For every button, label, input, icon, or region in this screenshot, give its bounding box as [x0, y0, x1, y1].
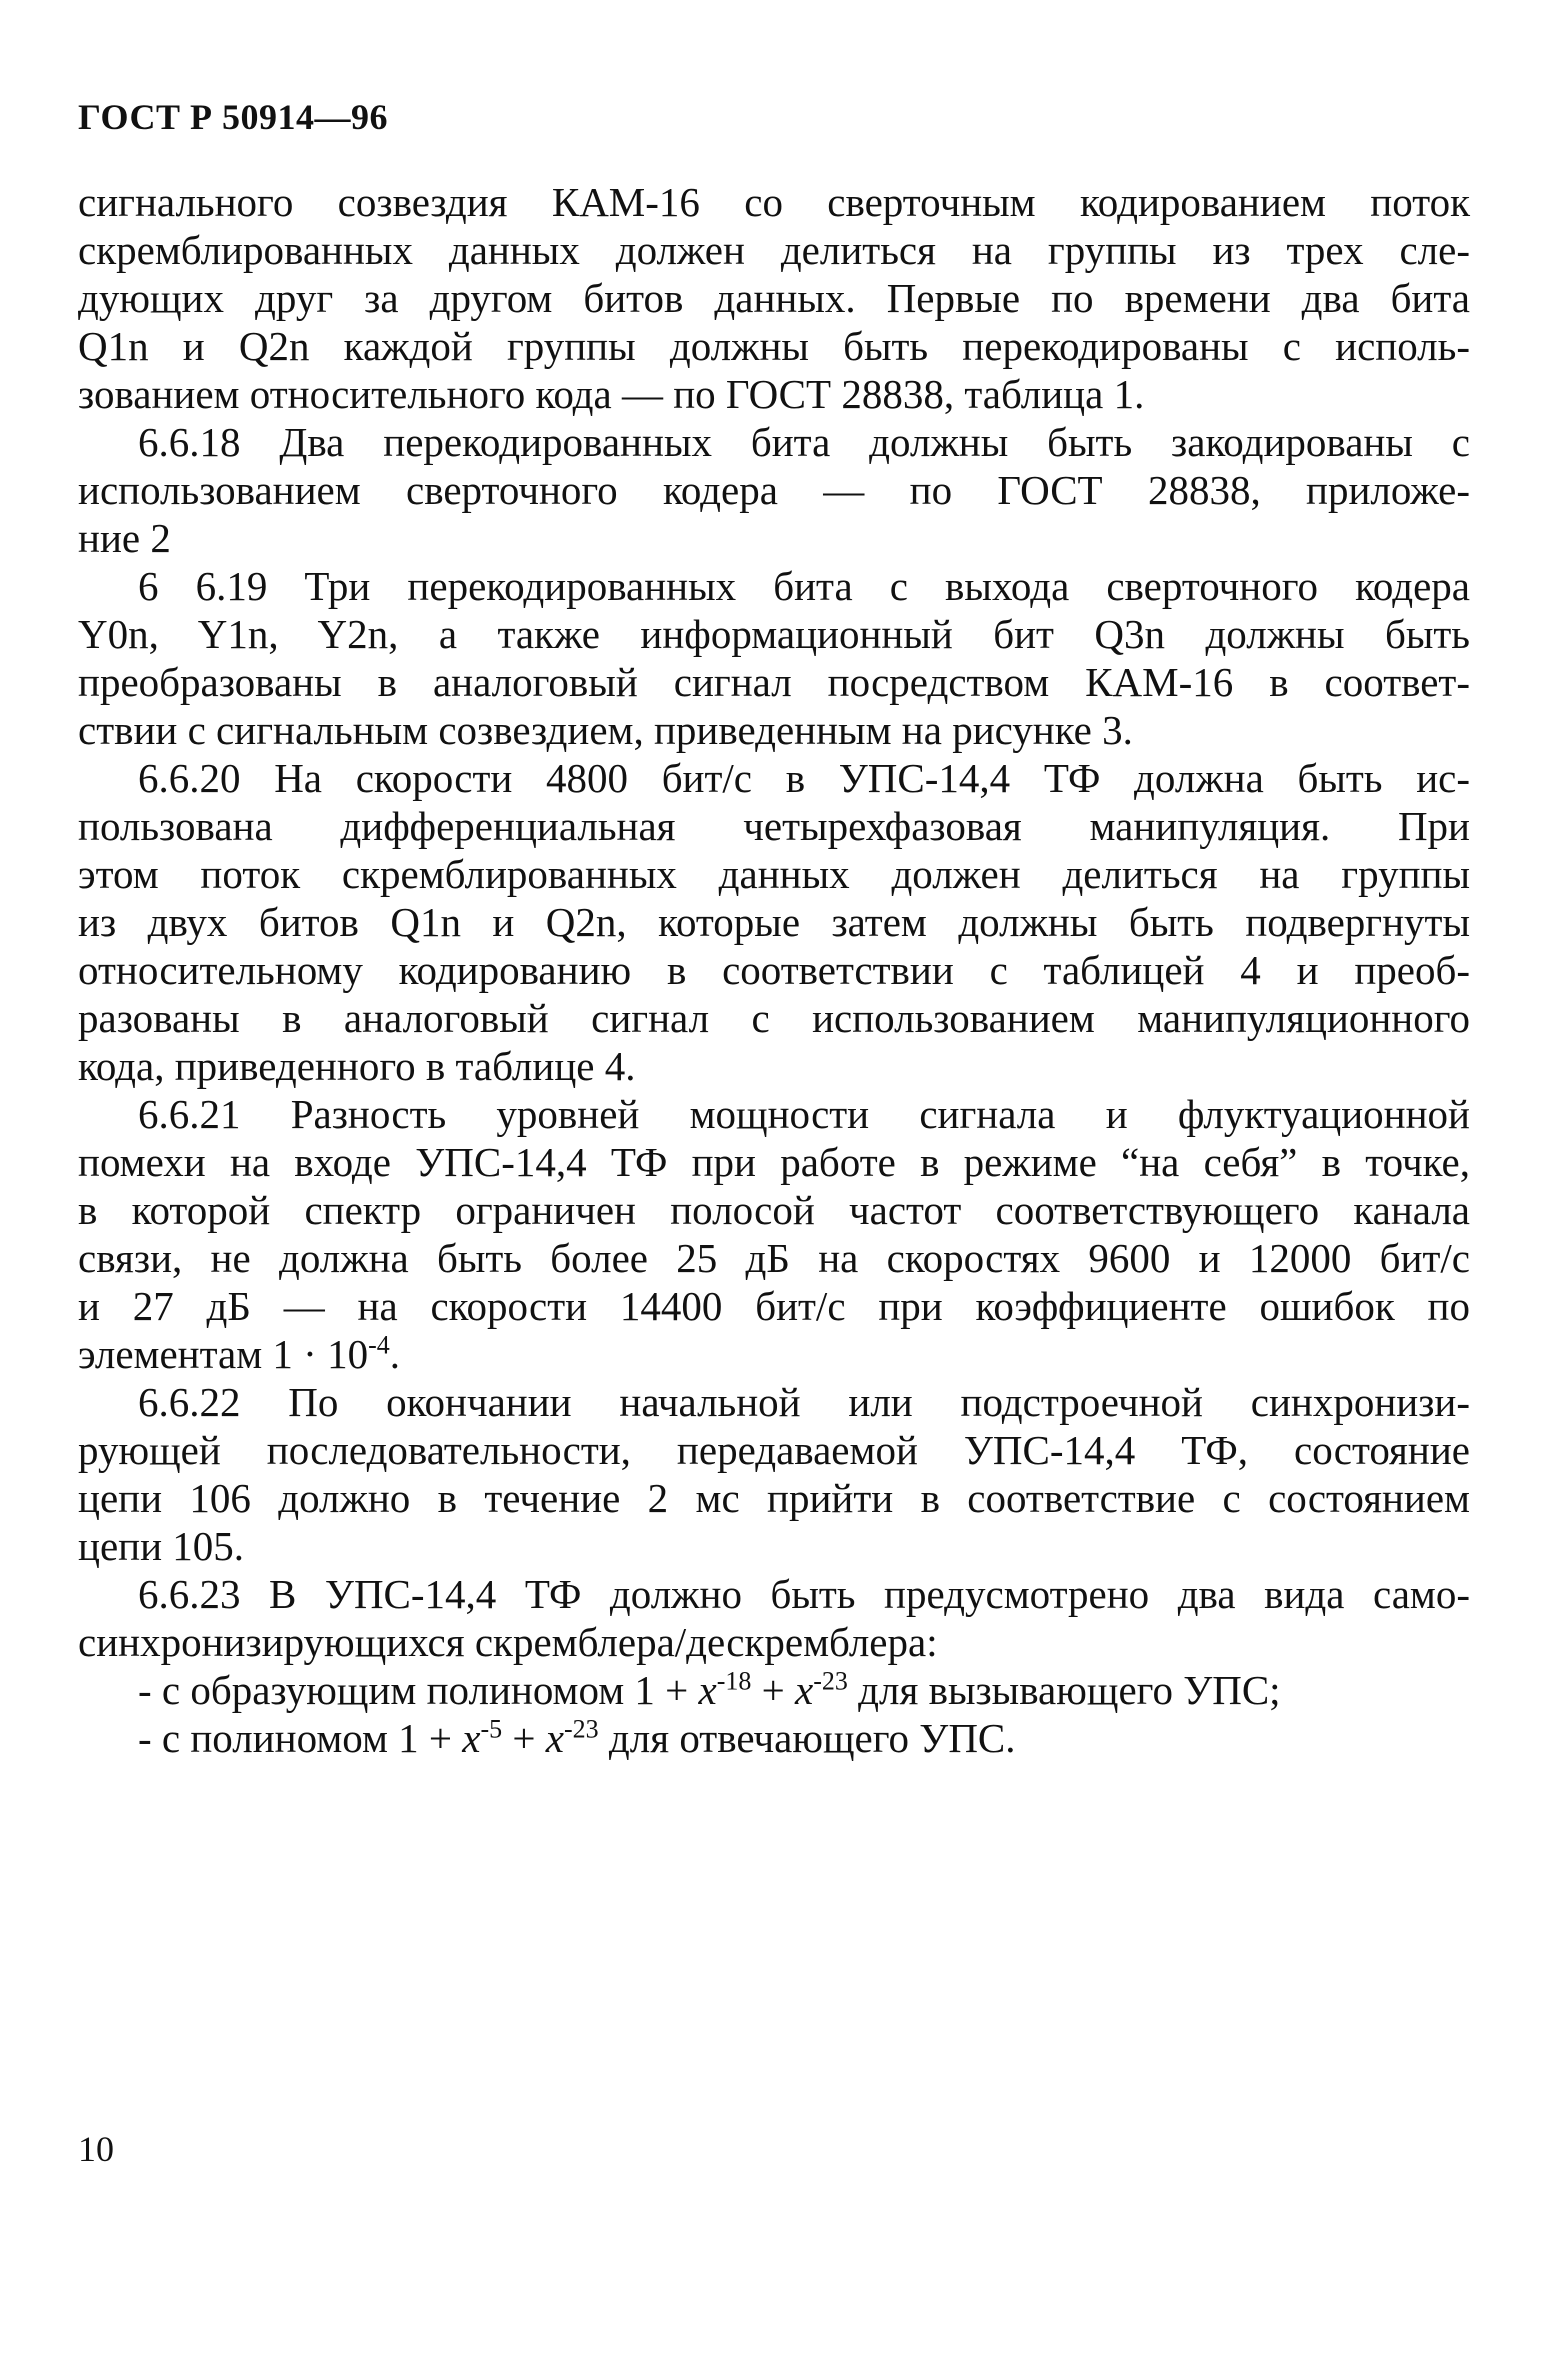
- body-line: из двух битов Q1n и Q2n, которые затем должны быть подвергнуты: [78, 899, 1470, 945]
- body-line: использованием сверточного кодера — по ГОСТ 28838, приложе-: [78, 467, 1470, 513]
- body-line: сигнального созвездия КАМ-16 со сверточным кодированием поток: [78, 179, 1470, 225]
- document-body: [78, 178, 1470, 1762]
- error-rate-exponent: -4: [368, 1330, 390, 1360]
- body-line: Q1n и Q2n каждой группы должны быть перекодированы с исполь-: [78, 323, 1470, 369]
- body-line: синхронизирующихся скремблера/дескремблера:: [78, 1619, 938, 1665]
- poly-exponent: -23: [564, 1714, 599, 1744]
- poly-text: - с полиномом 1 +: [138, 1715, 463, 1761]
- paragraph-6-6-18-start: 6.6.18 Два перекодированных бита должны быть закодированы с: [138, 419, 1470, 465]
- poly-variable: x: [698, 1667, 717, 1713]
- body-line: дующих друг за другом битов данных. Первые по времени два бита: [78, 275, 1470, 321]
- body-line: относительному кодированию в соответствии с таблицей 4 и преоб-: [78, 947, 1470, 993]
- poly-text: - с образующим полиномом 1 +: [138, 1667, 699, 1713]
- body-line: скремблированных данных должен делиться на группы из трех сле-: [78, 227, 1470, 273]
- poly-text: +: [751, 1667, 796, 1713]
- error-rate-suffix: .: [389, 1331, 400, 1377]
- paragraph-6-6-21-start: 6.6.21 Разность уровней мощности сигнала и флуктуационной: [138, 1091, 1470, 1137]
- body-line: цепи 106 должно в течение 2 мс прийти в соответствие с состоянием: [78, 1475, 1470, 1521]
- poly-exponent: -5: [480, 1714, 503, 1744]
- paragraph-6-6-20-start: 6.6.20 На скорости 4800 бит/с в УПС-14,4 ТФ должна быть ис-: [138, 755, 1470, 801]
- error-rate-text: элементам 1 · 10: [78, 1331, 369, 1377]
- polynomial-line-calling: [78, 1666, 1470, 1714]
- paragraph-6-6-23-start: 6.6.23 В УПС-14,4 ТФ должно быть предусмотрено два вида само-: [138, 1571, 1470, 1617]
- body-line: ние 2: [78, 515, 171, 561]
- body-line: пользована дифференциальная четырехфазовая манипуляция. При: [78, 803, 1470, 849]
- poly-exponent: -18: [716, 1666, 752, 1696]
- body-line: и 27 дБ — на скорости 14400 бит/с при коэффициенте ошибок по: [78, 1283, 1470, 1329]
- error-rate-line: [78, 1330, 1470, 1378]
- body-line: этом поток скремблированных данных должен делиться на группы: [78, 851, 1470, 897]
- page-number: 10: [78, 2129, 114, 2169]
- poly-text: +: [502, 1715, 546, 1761]
- body-line: цепи 105.: [78, 1523, 245, 1569]
- poly-text: для вызывающего УПС;: [847, 1667, 1281, 1713]
- poly-text: для отвечающего УПС.: [598, 1715, 1016, 1761]
- body-line: связи, не должна быть более 25 дБ на скоростях 9600 и 12000 бит/с: [78, 1235, 1470, 1281]
- poly-exponent: -23: [813, 1666, 848, 1696]
- body-line: преобразованы в аналоговый сигнал посредством КАМ-16 в соответ-: [78, 659, 1470, 705]
- body-line: Y0n, Y1n, Y2n, а также информационный бит Q3n должны быть: [78, 611, 1470, 657]
- body-line: разованы в аналоговый сигнал с использованием манипуляционного: [78, 995, 1470, 1041]
- body-line: помехи на входе УПС-14,4 ТФ при работе в режиме “на себя” в точке,: [78, 1139, 1470, 1185]
- paragraph-6-6-22-start: 6.6.22 По окончании начальной или подстроечной синхронизи-: [138, 1379, 1470, 1425]
- poly-variable: x: [795, 1667, 814, 1713]
- body-line: зованием относительного кода — по ГОСТ 28838, таблица 1.: [78, 371, 1145, 417]
- polynomial-line-answering: [78, 1714, 1470, 1762]
- body-line: рующей последовательности, передаваемой УПС-14,4 ТФ, состояние: [78, 1427, 1470, 1473]
- body-line: кода, приведенного в таблице 4.: [78, 1043, 636, 1089]
- paragraph-6-6-19-start: 6 6.19 Три перекодированных бита с выхода сверточного кодера: [138, 563, 1470, 609]
- poly-variable: x: [545, 1715, 564, 1761]
- body-line: в которой спектр ограничен полосой частот соответствующего канала: [78, 1187, 1470, 1233]
- poly-variable: x: [462, 1715, 481, 1761]
- document-header: ГОСТ Р 50914—96: [78, 97, 388, 137]
- body-line: ствии с сигнальным созвездием, приведенным на рисунке 3.: [78, 707, 1133, 753]
